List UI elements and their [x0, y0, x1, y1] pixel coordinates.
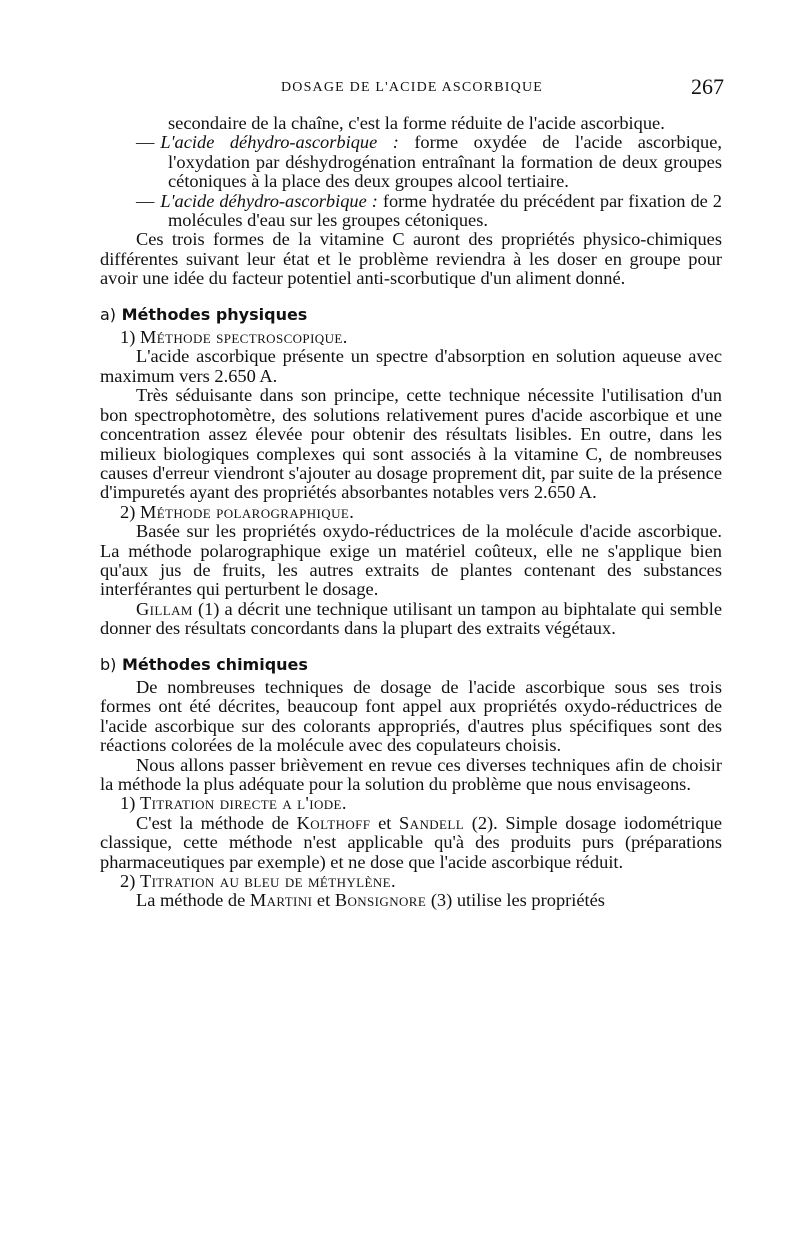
subheading-polarographic	[100, 503, 722, 522]
paragraph-text: C'est la méthode de	[136, 812, 289, 833]
paragraph: Nous allons passer brièvement en revue ces diverses techniques afin de choisir la méthode la plus adéquate pour la solution du problème que nous envisageons.	[100, 754, 722, 794]
subheading-number: 2)	[120, 871, 136, 892]
author-name: Martini	[249, 890, 313, 911]
conjunction: et	[316, 890, 331, 911]
page-number: 267	[691, 74, 724, 99]
subheading-title: Titration au bleu de méthylène.	[139, 871, 396, 892]
subheading-title: Titration directe a l'iode.	[139, 793, 347, 814]
paragraph-text: (2). Simple dosage iodométrique classique, cette méthode n'est applicable qu'à des produits purs (préparations pharmaceutiques par exemple) et ne dose que l'acide ascorbique réduit.	[100, 812, 722, 872]
author-name: Bonsignore	[334, 890, 427, 911]
running-head	[100, 74, 724, 104]
section-heading-a	[100, 305, 722, 324]
running-title: DOSAGE DE L'ACIDE ASCORBIQUE	[280, 80, 544, 95]
body-text	[100, 114, 722, 911]
paragraph-text: (1) a décrit une technique utilisant un tampon au biphtalate qui semble donner des résultats concordants dans la plupart des extraits végétaux.	[100, 598, 722, 639]
term-dehydro: L'acide déhydro-ascorbique :	[160, 132, 399, 153]
dash: —	[136, 190, 155, 211]
section-letter: b)	[100, 654, 117, 674]
paragraph	[100, 814, 722, 872]
subheading-iodine	[100, 794, 722, 813]
summary-paragraph: Ces trois formes de la vitamine C auront des propriétés physico-chimiques différentes suivant leur état et le problème reviendra à les doser en groupe pour avoir une idée du facteur potentiel anti-scorbutique d'un aliment donné.	[100, 229, 722, 289]
subheading-title: Méthode polarographique.	[139, 501, 355, 522]
list-item-hydrated	[100, 192, 722, 231]
dash: —	[136, 132, 155, 153]
conjunction: et	[378, 812, 392, 833]
paragraph-text: La méthode de	[136, 890, 246, 911]
paragraph	[100, 600, 722, 639]
author-name: Gillam	[136, 598, 193, 619]
section-heading-b	[100, 655, 722, 674]
subheading-number: 2)	[120, 501, 136, 522]
section-title: Méthodes physiques	[121, 304, 308, 324]
paragraph	[100, 891, 722, 910]
text-hydrated: forme hydratée du précédent par fixation de 2 molécules d'eau sur les groupes cétoniques.	[168, 190, 722, 231]
term-hydrated: L'acide déhydro-ascorbique :	[160, 190, 378, 211]
subheading-number: 1)	[120, 793, 136, 814]
author-name: Kolthoff	[296, 812, 371, 833]
paragraph: Très séduisante dans son principe, cette technique nécessite l'utilisation d'un bon spectrophotomètre, des solutions relativement pures d'acide ascorbique et une concentration assez élevée pour obtenir des résultats lisibles. En outre, dans les milieux biologiques complexes qui sont associés à la vitamine C, de nombreuses causes d'erreur viendront s'ajouter au dosage proprement dit, par suite de la présence d'impuretés ayant des propriétés absorbantes notables vers 2.650 A.	[100, 385, 722, 503]
paragraph-text: (3) utilise les propriétés	[430, 890, 605, 911]
paragraph: Basée sur les propriétés oxydo-réductrices de la molécule d'acide ascorbique. La méthode polarographique exige un matériel coûteux, elle ne s'applique bien qu'aux jus de fruits, les autres extraits de plantes contenant des substances interférantes qui perturbent le dosage.	[100, 521, 722, 600]
author-name: Sandell	[399, 812, 465, 833]
list-item-dehydro	[100, 133, 722, 191]
section-letter: a)	[100, 304, 117, 324]
paragraph: L'acide ascorbique présente un spectre d'absorption en solution aqueuse avec maximum vers 2.650 A.	[100, 346, 722, 386]
subheading-methylene-blue	[100, 872, 722, 891]
subheading-spectroscopic	[100, 328, 722, 347]
subheading-number: 1)	[120, 327, 136, 348]
section-title: Méthodes chimiques	[121, 654, 308, 674]
text-dehydro: forme oxydée de l'acide ascorbique, l'oxydation par déshydrogénation entraînant la formation de deux groupes cétoniques à la place des deux groupes alcool tertiaire.	[168, 132, 722, 192]
continued-paragraph: secondaire de la chaîne, c'est la forme réduite de l'acide ascorbique.	[168, 113, 665, 133]
subheading-title: Méthode spectroscopique.	[139, 327, 348, 348]
paragraph: De nombreuses techniques de dosage de l'acide ascorbique sous ses trois formes ont été décrites, beaucoup font appel aux propriétés oxydo-réductrices de l'acide ascorbique sur des colorants appropriés, d'autres plus spécifiques sont des réactions colorées de la molécule avec des copulateurs choisis.	[100, 676, 722, 756]
